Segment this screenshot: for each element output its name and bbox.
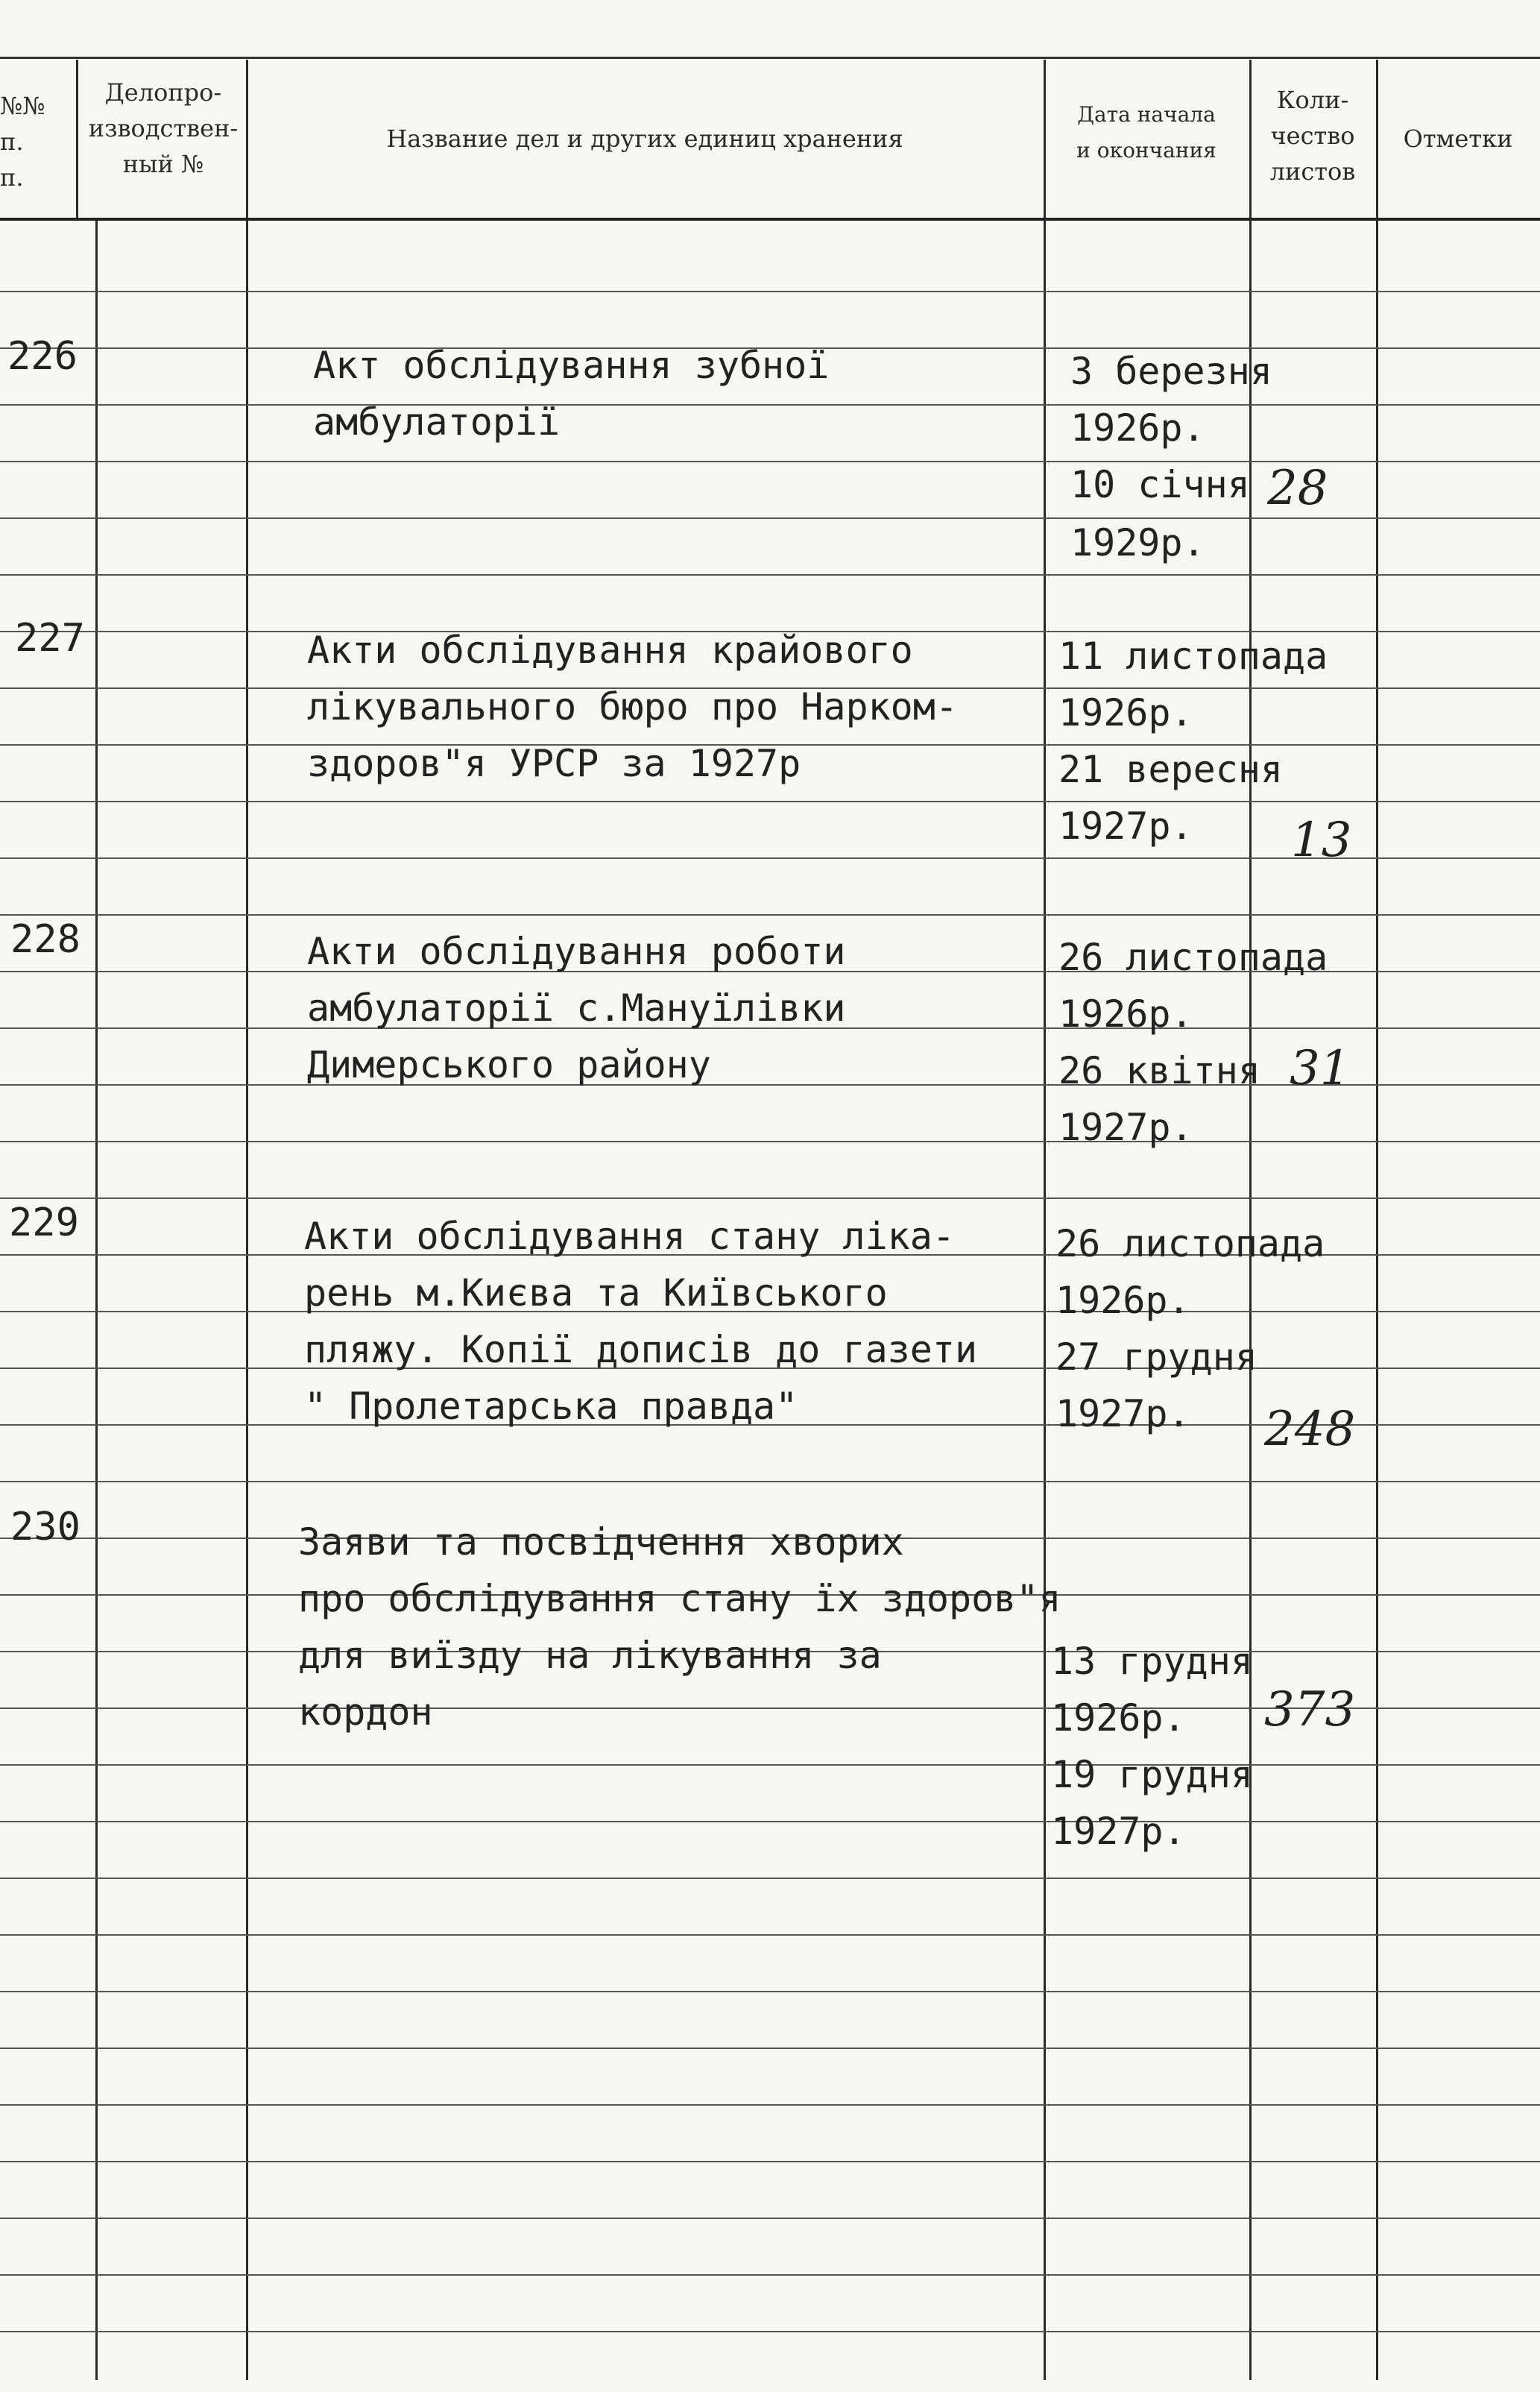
row-rule xyxy=(0,2104,1540,2106)
header-col-number: №№ п. п. xyxy=(0,92,45,192)
header-col-case-number: Делопро- изводствен- ный № xyxy=(88,78,239,178)
date-line: 1927р. xyxy=(1051,1810,1186,1853)
title-line: пляжу. Копії дописів до газети xyxy=(304,1328,978,1371)
row-number: 230 xyxy=(10,1505,81,1549)
rule-col-2 xyxy=(246,60,248,2380)
date-line: 1926р. xyxy=(1070,406,1205,450)
row-rule xyxy=(0,1878,1540,1879)
date-line: 1927р. xyxy=(1058,1106,1193,1149)
title-line: амбулаторії с.Мануїлівки xyxy=(307,986,846,1030)
title-line: Акти обслідування стану ліка- xyxy=(304,1215,955,1258)
title-line: Димерського району xyxy=(307,1043,711,1086)
title-line: Акти обслідування крайового xyxy=(307,629,913,672)
date-line: 26 квітня xyxy=(1058,1049,1260,1092)
header-top-rule xyxy=(0,57,1540,59)
header-col-title: Название дел и других единиц хранения xyxy=(386,125,903,153)
row-rule xyxy=(0,2218,1540,2219)
sheet-count: 28 xyxy=(1267,461,1328,516)
date-line: 1927р. xyxy=(1058,805,1193,848)
date-line: 3 березня xyxy=(1070,350,1272,393)
title-line: кордон xyxy=(298,1690,433,1734)
date-line: 1926р. xyxy=(1058,691,1193,734)
row-number: 226 xyxy=(7,334,78,379)
row-rule xyxy=(0,574,1540,576)
row-rule xyxy=(0,1481,1540,1482)
row-rule xyxy=(0,1991,1540,1992)
sheet-count: 13 xyxy=(1291,813,1352,868)
title-line: Заяви та посвідчення хворих xyxy=(298,1520,904,1564)
header-bottom-rule xyxy=(0,218,1540,221)
date-line: 26 листопада xyxy=(1055,1222,1325,1265)
date-line: 1927р. xyxy=(1055,1392,1190,1435)
row-rule xyxy=(0,2274,1540,2276)
date-line: 1929р. xyxy=(1070,521,1205,564)
row-number: 227 xyxy=(15,616,85,661)
date-line: 27 грудня xyxy=(1055,1335,1257,1379)
row-rule xyxy=(0,517,1540,519)
row-rule xyxy=(0,1764,1540,1766)
date-line: 1926р. xyxy=(1055,1279,1190,1322)
title-line: Акт обслідування зубної xyxy=(313,344,830,387)
title-line: для виїзду на лікування за xyxy=(298,1634,882,1677)
sheet-count: 373 xyxy=(1264,1682,1356,1737)
row-number: 228 xyxy=(10,917,81,962)
row-rule xyxy=(0,1141,1540,1142)
rule-col-5 xyxy=(1376,60,1378,2380)
date-line: 1926р. xyxy=(1058,992,1193,1036)
header-col-sheets: Коли- чество листов xyxy=(1269,86,1356,186)
title-line: про обслідування стану їх здоров"я xyxy=(298,1577,1061,1620)
rule-col-3 xyxy=(1044,60,1046,2380)
row-rule xyxy=(0,1934,1540,1936)
date-line: 1926р. xyxy=(1051,1696,1186,1740)
title-line: амбулаторії xyxy=(313,400,561,444)
rule-col-1b xyxy=(95,218,98,2380)
rule-col-1 xyxy=(76,60,78,218)
row-rule xyxy=(0,291,1540,292)
date-line: 21 вересня xyxy=(1058,748,1284,791)
row-rule xyxy=(0,2331,1540,2332)
date-line: 26 листопада xyxy=(1058,936,1328,979)
header-col-notes: Отметки xyxy=(1403,125,1513,153)
row-rule xyxy=(0,914,1540,916)
date-line: 13 грудня xyxy=(1051,1640,1253,1683)
title-line: Акти обслідування роботи xyxy=(307,930,846,973)
title-line: лікувального бюро про Нарком- xyxy=(307,685,958,728)
title-line: " Пролетарська правда" xyxy=(304,1385,798,1428)
header-col-dates: Дата начала и окончания xyxy=(1076,102,1216,163)
title-line: рень м.Києва та Київського xyxy=(304,1271,888,1315)
row-rule xyxy=(0,1197,1540,1199)
title-line: здоров"я УРСР за 1927р xyxy=(307,742,801,785)
date-line: 10 січня xyxy=(1070,463,1250,506)
row-number: 229 xyxy=(9,1200,79,1245)
row-rule xyxy=(0,801,1540,802)
row-rule xyxy=(0,404,1540,406)
row-rule xyxy=(0,2161,1540,2162)
row-rule xyxy=(0,2048,1540,2049)
sheet-count: 248 xyxy=(1264,1402,1356,1457)
date-line: 19 грудня xyxy=(1051,1753,1253,1796)
row-rule xyxy=(0,1821,1540,1822)
sheet-count: 31 xyxy=(1290,1041,1351,1096)
date-line: 11 листопада xyxy=(1058,635,1328,678)
